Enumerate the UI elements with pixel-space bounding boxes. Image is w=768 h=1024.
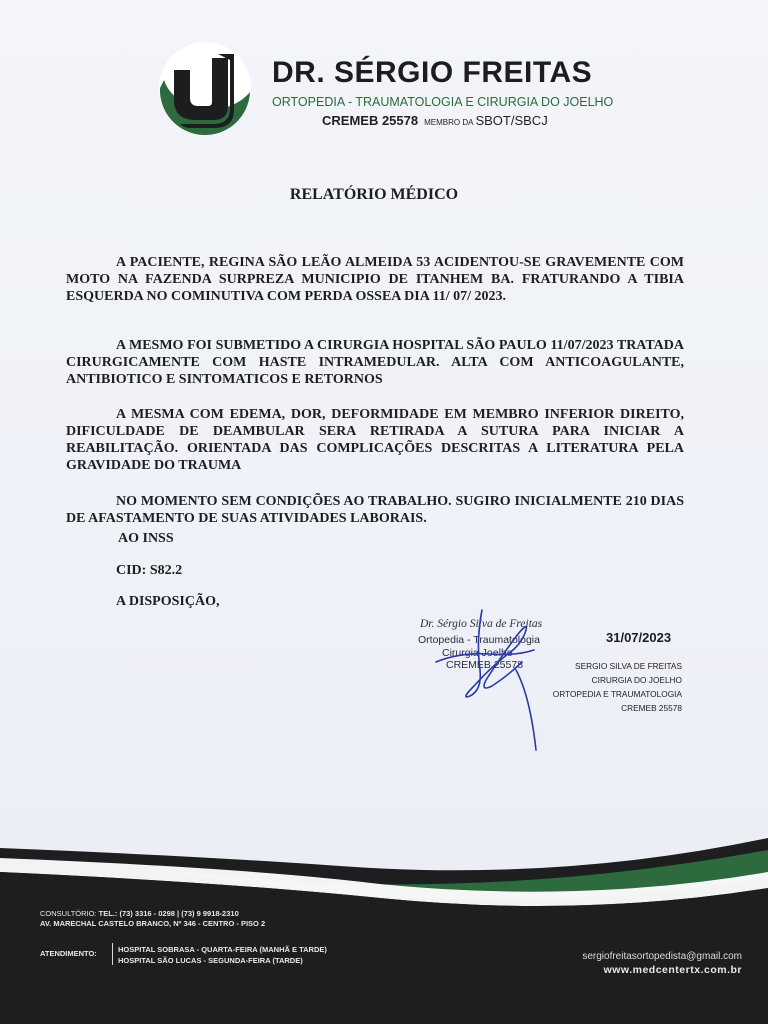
handwritten-signature <box>430 600 560 760</box>
crm-number: CREMEB 25578 <box>322 113 419 128</box>
footer-phones: TEL.: (73) 3316 - 0298 | (73) 9 9918-2310 <box>98 909 239 918</box>
stamp-line-1: Ortopedia - Traumatologia <box>418 634 540 646</box>
sf-monogram-logo <box>154 40 256 136</box>
recipient-line: AO INSS <box>118 531 174 546</box>
stamp-name: Dr. Sérgio Silva de Freitas <box>420 618 543 630</box>
footer-website-link[interactable]: www.medcentertx.com.br <box>603 964 742 976</box>
doctor-name-header: DR. SÉRGIO FREITAS <box>272 56 593 89</box>
doctor-name: SERGIO SILVA DE FREITAS <box>575 661 682 671</box>
paragraph-1: A PACIENTE, REGINA SÃO LEÃO ALMEIDA 53 ACIDENTOU-SE GRAVEMENTE COM MOTO NA FAZENDA SURPREZA MUNICIPIO DE ITANHEM BA. FRATURANDO A TIBIA ESQUERDA NO COMINUTIVA COM PERDA OSSEA DIA 11/ 07/ 2023. <box>66 255 684 304</box>
doctor-spec-2: ORTOPEDIA E TRAUMATOLOGIA <box>552 689 682 699</box>
specialty-header: ORTOPEDIA - TRAUMATOLOGIA E CIRURGIA DO JOELHO <box>272 95 614 109</box>
footer-address: AV. MARECHAL CASTELO BRANCO, Nº 346 - CENTRO - PISO 2 <box>40 919 266 928</box>
cid-line: CID: S82.2 <box>116 563 183 578</box>
footer-divider <box>112 943 113 965</box>
closing-line: A DISPOSIÇÃO, <box>116 594 220 609</box>
footer-consultorio-label: CONSULTÓRIO: TEL.: (73) 3316 - 0298 | (73) 9 9918-2310 <box>40 909 239 918</box>
member-orgs: SBOT/SBCJ <box>475 113 548 128</box>
stamp-line-3: CREMEB 25578 <box>446 659 524 671</box>
doctor-spec-1: CIRURGIA DO JOELHO <box>591 675 682 685</box>
footer-wave-background <box>0 838 768 1024</box>
doctor-crm: CREMEB 25578 <box>621 703 682 713</box>
footer-email-link[interactable]: sergiofreitasortopedista@gmail.com <box>582 951 742 962</box>
report-title: RELATÓRIO MÉDICO <box>289 186 459 203</box>
paragraph-2: A MESMO FOI SUBMETIDO A CIRURGIA HOSPITAL SÃO PAULO 11/07/2023 TRATADA CIRURGICAMENTE COM HASTE INTRAMEDULAR. ALTA COM ANTICOAGULANTE, ANTIBIOTICO E SINTOMATICOS E RETORNOS <box>66 338 684 387</box>
footer-hospital-2: HOSPITAL SÃO LUCAS - SEGUNDA-FEIRA (TARDE) <box>118 956 303 965</box>
stamp-line-2: Cirurgia Joelho <box>442 647 513 659</box>
report-date: 31/07/2023 <box>606 630 672 645</box>
crm-header <box>322 112 548 130</box>
paragraph-3: A MESMA COM EDEMA, DOR, DEFORMIDADE EM MEMBRO INFERIOR DIREITO, DIFICULDADE DE DEAMBULAR SERA RETIRADA A SUTURA PARA INICIAR A REABILITAÇÃO. ORIENTADA DAS COMPLICAÇÕES DESCRITAS A LITERATURA PELA GRAVIDADE DO TRAUMA <box>66 407 684 473</box>
paragraph-4: NO MOMENTO SEM CONDIÇÕES AO TRABALHO. SUGIRO INICIALMENTE 210 DIAS DE AFASTAMENTO DE SUAS ATIVIDADES LABORAIS. <box>66 494 684 526</box>
member-prefix: MEMBRO DA <box>424 118 474 127</box>
footer-hospital-1: HOSPITAL SOBRASA - QUARTA-FEIRA (MANHÃ E TARDE) <box>118 945 327 954</box>
footer-atendimento-label: ATENDIMENTO: <box>40 949 97 958</box>
doctor-info-block <box>553 659 682 715</box>
